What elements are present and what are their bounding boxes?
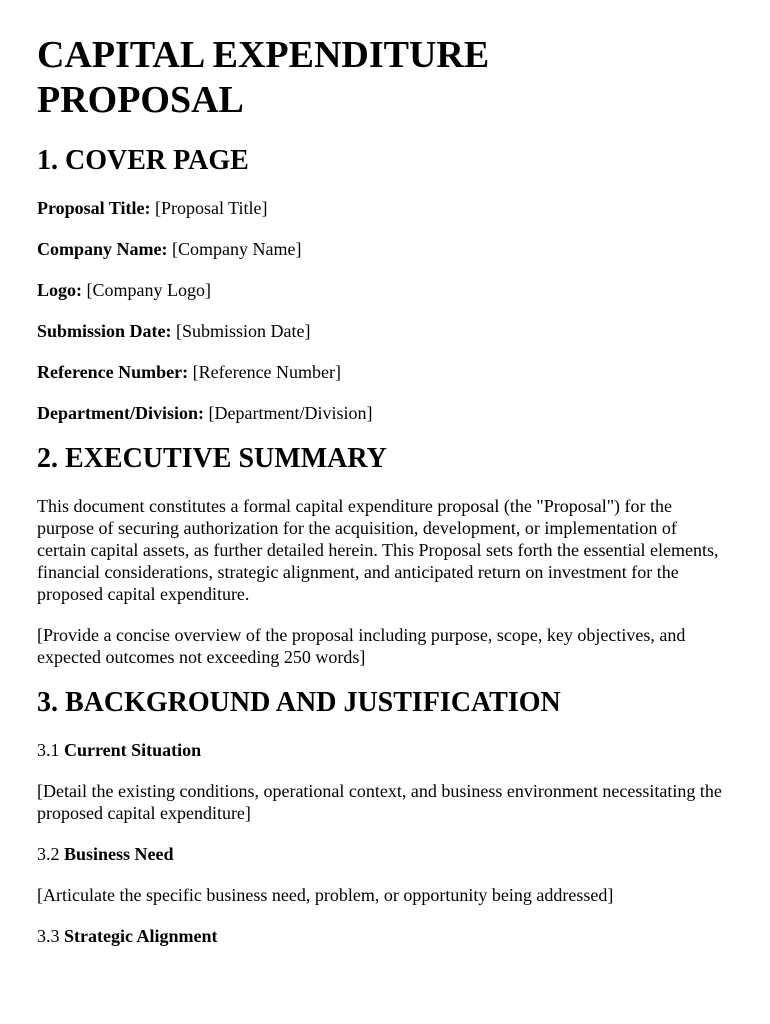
field-value: [Proposal Title] — [155, 198, 268, 218]
subsection-title: Strategic Alignment — [64, 926, 218, 946]
field-proposal-title — [37, 197, 730, 219]
executive-summary-instruction: [Provide a concise overview of the proposal including purpose, scope, key objectives, and expected outcomes not exceeding 250 words] — [37, 625, 686, 667]
subsection-heading-strategic-alignment — [37, 925, 730, 947]
section-heading-cover-page: 1. COVER PAGE — [37, 145, 249, 176]
subsection-number: 3.2 — [37, 844, 60, 864]
subsection-number: 3.1 — [37, 740, 60, 760]
field-company-name — [37, 238, 730, 260]
field-label: Reference Number: — [37, 362, 189, 382]
field-label: Company Name: — [37, 239, 168, 259]
field-value: [Reference Number] — [192, 362, 342, 382]
document-title-line1: CAPITAL EXPENDITURE — [37, 34, 490, 76]
section-heading-background: 3. BACKGROUND AND JUSTIFICATION — [37, 687, 561, 718]
subsection-text-business-need: [Articulate the specific business need, problem, or opportunity being addressed] — [37, 885, 614, 905]
field-label: Submission Date: — [37, 321, 172, 341]
subsection-number: 3.3 — [37, 926, 60, 946]
subsection-title: Business Need — [64, 844, 174, 864]
field-submission-date — [37, 320, 730, 342]
document-title — [37, 33, 730, 123]
subsection-heading-current-situation — [37, 739, 730, 761]
field-reference-number — [37, 361, 730, 383]
subsection-title: Current Situation — [64, 740, 202, 760]
field-label: Proposal Title: — [37, 198, 151, 218]
field-value: [Company Name] — [172, 239, 302, 259]
field-label: Department/Division: — [37, 403, 204, 423]
field-value: [Submission Date] — [176, 321, 311, 341]
executive-summary-paragraph: This document constitutes a formal capital expenditure proposal (the "Proposal") for the purpose of securing authorization for the acquisition, development, or implementation of certain capital assets, as further detailed herein. This Proposal sets forth the essential elements, financial considerations, strategic alignment, and anticipated return on investment for the proposed capital expenditure. — [37, 496, 719, 604]
field-value: [Company Logo] — [86, 280, 211, 300]
document-title-line2: PROPOSAL — [37, 79, 244, 121]
field-department-division — [37, 402, 730, 424]
subsection-heading-business-need — [37, 843, 730, 865]
field-value: [Department/Division] — [208, 403, 373, 423]
field-logo — [37, 279, 730, 301]
section-heading-executive-summary: 2. EXECUTIVE SUMMARY — [37, 443, 387, 474]
field-label: Logo: — [37, 280, 82, 300]
subsection-text-current-situation: [Detail the existing conditions, operational context, and business environment necessitating the proposed capital expenditure] — [37, 781, 722, 823]
